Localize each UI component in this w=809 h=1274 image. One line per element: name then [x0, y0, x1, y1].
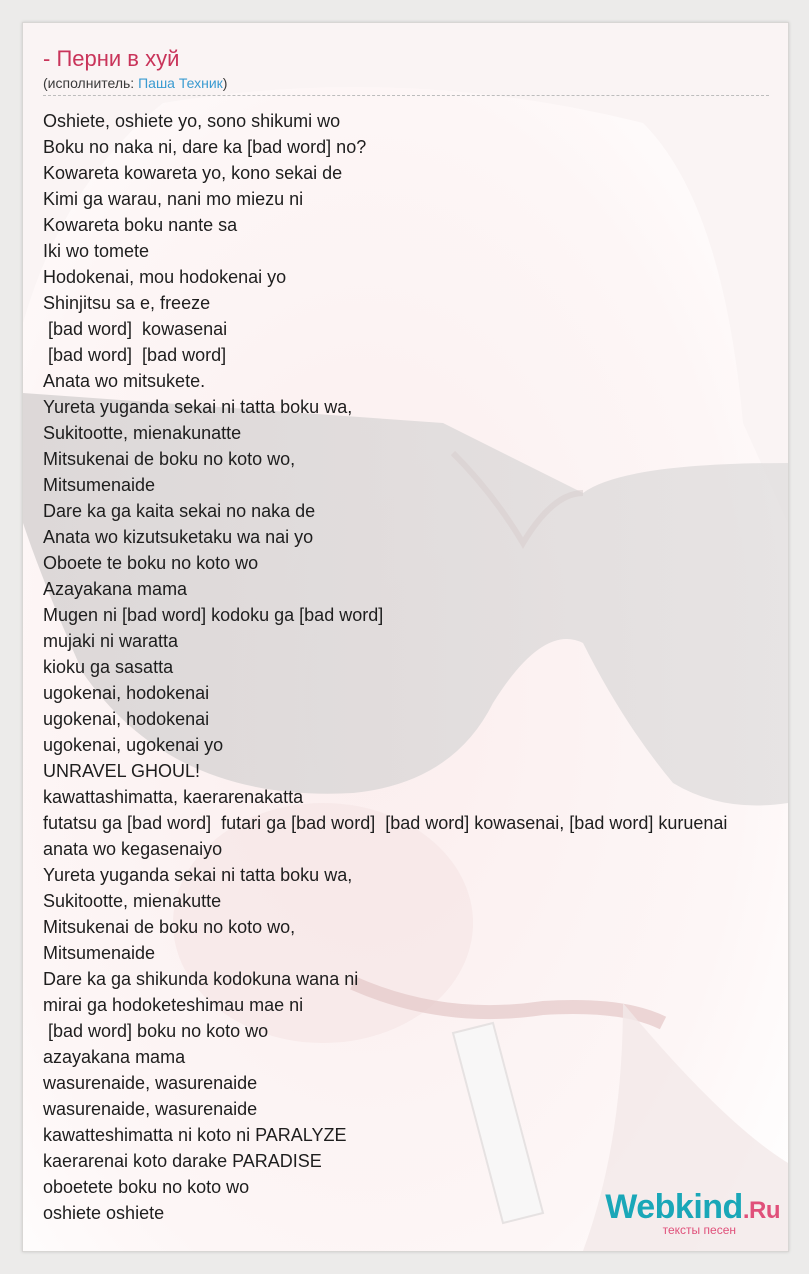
lyric-line: ugokenai, ugokenai yo — [43, 735, 224, 755]
artist-prefix: (исполнитель: — [43, 75, 139, 91]
lyric-line: ugokenai, hodokenai — [43, 683, 210, 703]
lyric-line: Mugen ni [bad word] kodoku ga [bad word] — [43, 605, 384, 625]
lyric-line: Oshiete, oshiete yo, sono shikumi wo — [43, 111, 341, 131]
lyric-line: Dare ka ga kaita sekai no naka de — [43, 501, 316, 521]
lyric-line: Kimi ga warau, nani mo miezu ni — [43, 189, 304, 209]
logo-wordmark — [605, 1188, 780, 1227]
lyric-line: ugokenai, hodokenai — [43, 709, 210, 729]
lyric-line: azayakana mama — [43, 1047, 186, 1067]
lyric-line: UNRAVEL GHOUL! — [43, 761, 201, 781]
lyric-line: [bad word] [bad word] — [43, 345, 227, 365]
artist-suffix: ) — [222, 75, 228, 91]
lyric-line: Mitsumenaide — [43, 943, 156, 963]
lyric-line: futatsu ga [bad word] futari ga [bad word] [bad word] kowasenai, [bad word] kuruenai — [43, 813, 728, 833]
site-logo[interactable] — [605, 1188, 780, 1237]
lyric-line: Hodokenai, mou hodokenai yo — [43, 267, 287, 287]
lyric-line: [bad word] kowasenai — [43, 319, 228, 339]
lyric-line: Kowareta boku nante sa — [43, 215, 238, 235]
logo-tagline: тексты песен — [662, 1223, 736, 1237]
lyric-line: Mitsukenai de boku no koto wo, — [43, 449, 296, 469]
song-title: - Перни в хуй — [43, 46, 180, 71]
lyric-line: oboetete boku no koto wo — [43, 1177, 250, 1197]
lyric-line: Iki wo tomete — [43, 241, 150, 261]
lyric-line: Sukitootte, mienakutte — [43, 891, 222, 911]
lyric-line: kawattashimatta, kaerarenakatta — [43, 787, 304, 807]
lyric-line: kaerarenai koto darake PARADISE — [43, 1151, 322, 1171]
lyrics-card — [22, 22, 789, 1252]
lyric-line: wasurenaide, wasurenaide — [43, 1099, 258, 1119]
lyric-line: Shinjitsu sa e, freeze — [43, 293, 211, 313]
content-area — [43, 45, 788, 1226]
lyric-line: Mitsumenaide — [43, 475, 156, 495]
divider — [43, 95, 769, 96]
lyric-line: Yureta yuganda sekai ni tatta boku wa, — [43, 865, 353, 885]
lyric-line: Yureta yuganda sekai ni tatta boku wa, — [43, 397, 353, 417]
lyric-line: mujaki ni waratta — [43, 631, 179, 651]
lyric-line: Anata wo mitsukete. — [43, 371, 206, 391]
lyric-line: kioku ga sasatta — [43, 657, 174, 677]
lyric-line: wasurenaide, wasurenaide — [43, 1073, 258, 1093]
lyric-line: Kowareta kowareta yo, kono sekai de — [43, 163, 343, 183]
artist-line — [43, 75, 788, 91]
lyric-line: Anata wo kizutsuketaku wa nai yo — [43, 527, 314, 547]
lyric-line: anata wo kegasenaiyo — [43, 839, 223, 859]
lyric-line: oshiete oshiete — [43, 1203, 165, 1223]
lyrics-text — [43, 108, 788, 1226]
logo-tld: .Ru — [742, 1197, 780, 1224]
lyric-line: Sukitootte, mienakunatte — [43, 423, 242, 443]
lyric-line: Boku no naka ni, dare ka [bad word] no? — [43, 137, 367, 157]
logo-main-text: Webkind — [605, 1188, 743, 1226]
lyric-line: Mitsukenai de boku no koto wo, — [43, 917, 296, 937]
lyric-line: mirai ga hodoketeshimau mae ni — [43, 995, 304, 1015]
lyric-line: Azayakana mama — [43, 579, 188, 599]
lyric-line: kawatteshimatta ni koto ni PARALYZE — [43, 1125, 347, 1145]
lyric-line: Dare ka ga shikunda kodokuna wana ni — [43, 969, 359, 989]
artist-link[interactable]: Паша Техник — [138, 75, 223, 91]
lyric-line: [bad word] boku no koto wo — [43, 1021, 269, 1041]
lyric-line: Oboete te boku no koto wo — [43, 553, 259, 573]
